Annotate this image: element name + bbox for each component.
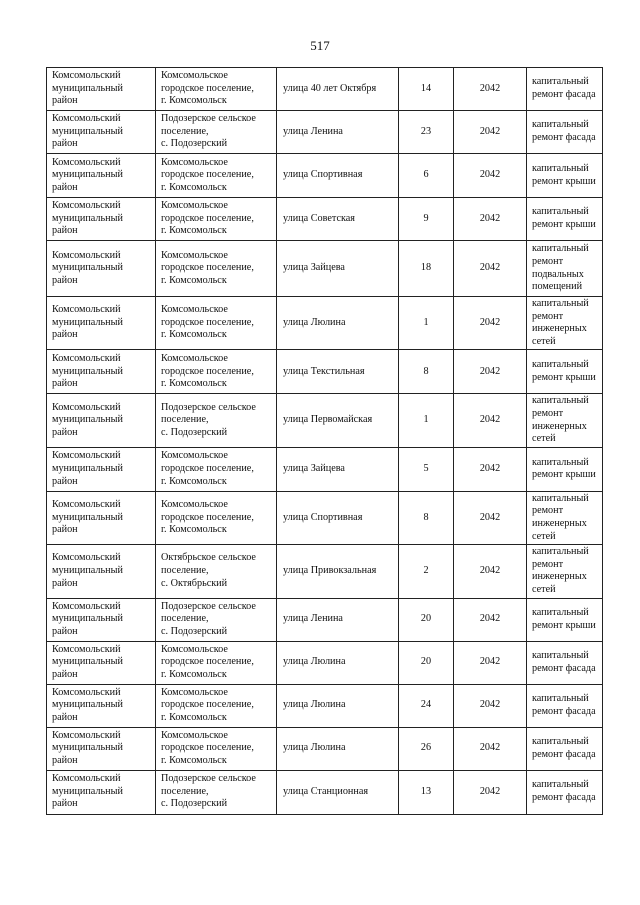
year-cell	[454, 297, 527, 350]
work-type-cell	[527, 297, 603, 350]
street-cell-text: улица Люлина	[283, 656, 346, 668]
table-row	[47, 68, 603, 111]
work-type-cell-text: капитальный ремонт фасада	[532, 779, 596, 803]
settlement-cell-text: Подозерское сельское поселение, с. Подозерский	[161, 401, 256, 438]
street-cell	[277, 770, 399, 814]
table-row	[47, 598, 603, 641]
settlement-cell-text: Подозерское сельское поселение, с. Подозерский	[161, 113, 256, 150]
settlement-cell	[156, 111, 277, 154]
year-cell	[454, 350, 527, 394]
work-type-cell	[527, 545, 603, 598]
settlement-cell-text: Комсомольское городское поселение, г. Комсомольск	[161, 686, 254, 723]
year-cell-text: 2042	[479, 462, 501, 474]
work-type-cell	[527, 598, 603, 641]
street-cell-text: улица Спортивная	[283, 169, 363, 181]
year-cell	[454, 394, 527, 447]
year-cell-text: 2042	[479, 656, 501, 668]
district-cell	[47, 641, 156, 684]
district-cell-text: Комсомольский муниципальный район	[52, 70, 123, 107]
settlement-cell-text: Комсомольское городское поселение, г. Комсомольск	[161, 450, 254, 487]
house-number-cell	[399, 297, 454, 350]
year-cell-text: 2042	[479, 414, 501, 426]
street-cell	[277, 491, 399, 544]
house-number-cell-text: 13	[420, 785, 432, 797]
house-number-cell-text: 1	[423, 414, 429, 426]
settlement-cell-text: Комсомольское городское поселение, г. Комсомольск	[161, 70, 254, 107]
settlement-cell	[156, 684, 277, 727]
table-row	[47, 770, 603, 814]
year-cell	[454, 770, 527, 814]
table-row	[47, 684, 603, 727]
street-cell-text: улица Спортивная	[283, 511, 363, 523]
settlement-cell-text: Подозерское сельское поселение, с. Подозерский	[161, 600, 256, 637]
street-cell-text: улица Люлина	[283, 742, 346, 754]
work-type-cell-text: капитальный ремонт инженерных сетей	[532, 298, 589, 347]
page-number: 517	[310, 38, 330, 53]
street-cell-text: улица Первомайская	[283, 414, 373, 426]
district-cell-text: Комсомольский муниципальный район	[52, 450, 123, 487]
house-number-cell-text: 8	[423, 365, 429, 377]
settlement-cell-text: Комсомольское городское поселение, г. Комсомольск	[161, 499, 254, 536]
work-type-cell	[527, 447, 603, 491]
house-number-cell	[399, 598, 454, 641]
house-number-cell-text: 6	[423, 169, 429, 181]
settlement-cell-text: Комсомольское городское поселение, г. Комсомольск	[161, 643, 254, 680]
settlement-cell-text: Комсомольское городское поселение, г. Комсомольск	[161, 304, 254, 341]
table-row	[47, 545, 603, 598]
settlement-cell	[156, 297, 277, 350]
settlement-cell	[156, 491, 277, 544]
work-type-cell	[527, 350, 603, 394]
table-body	[47, 68, 603, 815]
district-cell	[47, 727, 156, 770]
work-type-cell	[527, 154, 603, 198]
street-cell	[277, 198, 399, 241]
year-cell-text: 2042	[479, 82, 501, 94]
work-type-cell	[527, 111, 603, 154]
year-cell-text: 2042	[479, 316, 501, 328]
house-number-cell-text: 2	[423, 565, 429, 577]
work-type-cell	[527, 727, 603, 770]
district-cell	[47, 545, 156, 598]
house-number-cell-text: 23	[420, 125, 432, 137]
year-cell	[454, 241, 527, 297]
street-cell	[277, 350, 399, 394]
year-cell-text: 2042	[479, 565, 501, 577]
district-cell-text: Комсомольский муниципальный район	[52, 249, 123, 286]
street-cell-text: улица Ленина	[283, 613, 343, 625]
house-number-cell-text: 24	[420, 699, 432, 711]
table-row	[47, 154, 603, 198]
table-row	[47, 447, 603, 491]
year-cell-text: 2042	[479, 125, 501, 137]
district-cell	[47, 684, 156, 727]
street-cell	[277, 684, 399, 727]
district-cell-text: Комсомольский муниципальный район	[52, 773, 123, 810]
table-row	[47, 198, 603, 241]
year-cell	[454, 641, 527, 684]
house-number-cell-text: 20	[420, 656, 432, 668]
house-number-cell-text: 9	[423, 212, 429, 224]
house-number-cell-text: 26	[420, 742, 432, 754]
district-cell	[47, 394, 156, 447]
district-cell-text: Комсомольский муниципальный район	[52, 113, 123, 150]
house-number-cell	[399, 770, 454, 814]
work-type-cell-text: капитальный ремонт фасада	[532, 119, 596, 143]
settlement-cell	[156, 770, 277, 814]
year-cell	[454, 727, 527, 770]
work-type-cell-text: капитальный ремонт фасада	[532, 735, 596, 760]
street-cell	[277, 727, 399, 770]
year-cell-text: 2042	[479, 699, 501, 711]
settlement-cell-text: Комсомольское городское поселение, г. Комсомольск	[161, 729, 254, 766]
district-cell-text: Комсомольский муниципальный район	[52, 401, 123, 438]
street-cell-text: улица Советская	[283, 212, 355, 224]
year-cell	[454, 491, 527, 544]
year-cell-text: 2042	[479, 169, 501, 181]
street-cell	[277, 447, 399, 491]
house-number-cell	[399, 491, 454, 544]
street-cell	[277, 297, 399, 350]
year-cell	[454, 598, 527, 641]
settlement-cell-text: Комсомольское городское поселение, г. Комсомольск	[161, 156, 254, 193]
work-type-cell	[527, 491, 603, 544]
street-cell-text: улица Привокзальная	[283, 565, 377, 577]
house-number-cell-text: 18	[420, 262, 432, 274]
table-row	[47, 394, 603, 447]
house-number-cell	[399, 727, 454, 770]
street-cell	[277, 394, 399, 447]
house-number-cell	[399, 68, 454, 111]
work-type-cell	[527, 641, 603, 684]
table-row	[47, 111, 603, 154]
year-cell	[454, 154, 527, 198]
settlement-cell	[156, 394, 277, 447]
repair-schedule-table	[46, 67, 603, 815]
table-row	[47, 350, 603, 394]
district-cell-text: Комсомольский муниципальный район	[52, 729, 123, 766]
settlement-cell	[156, 727, 277, 770]
house-number-cell	[399, 154, 454, 198]
house-number-cell	[399, 241, 454, 297]
work-type-cell	[527, 198, 603, 241]
district-cell	[47, 447, 156, 491]
district-cell-text: Комсомольский муниципальный район	[52, 200, 123, 237]
settlement-cell	[156, 154, 277, 198]
house-number-cell-text: 1	[423, 316, 429, 328]
district-cell	[47, 68, 156, 111]
work-type-cell	[527, 770, 603, 814]
house-number-cell	[399, 394, 454, 447]
work-type-cell-text: капитальный ремонт инженерных сетей	[532, 546, 589, 595]
settlement-cell-text: Октябрьское сельское поселение, с. Октябрьский	[161, 552, 256, 589]
work-type-cell	[527, 68, 603, 111]
work-type-cell-text: капитальный ремонт фасада	[532, 649, 596, 674]
district-cell	[47, 491, 156, 544]
year-cell	[454, 68, 527, 111]
settlement-cell-text: Подозерское сельское поселение, с. Подозерский	[161, 773, 256, 810]
work-type-cell-text: капитальный ремонт крыши	[532, 162, 596, 187]
settlement-cell-text: Комсомольское городское поселение, г. Комсомольск	[161, 352, 254, 390]
district-cell	[47, 154, 156, 198]
work-type-cell-text: капитальный ремонт подвальных помещений	[532, 243, 589, 293]
settlement-cell	[156, 198, 277, 241]
house-number-cell	[399, 447, 454, 491]
district-cell	[47, 297, 156, 350]
year-cell	[454, 684, 527, 727]
street-cell	[277, 241, 399, 297]
street-cell	[277, 68, 399, 111]
street-cell	[277, 598, 399, 641]
year-cell	[454, 545, 527, 598]
district-cell-text: Комсомольский муниципальный район	[52, 304, 123, 341]
district-cell-text: Комсомольский муниципальный район	[52, 552, 123, 589]
street-cell-text: улица Станционная	[283, 785, 369, 797]
work-type-cell	[527, 684, 603, 727]
street-cell	[277, 111, 399, 154]
settlement-cell	[156, 68, 277, 111]
house-number-cell-text: 20	[420, 613, 432, 625]
district-cell	[47, 198, 156, 241]
settlement-cell	[156, 598, 277, 641]
house-number-cell	[399, 545, 454, 598]
street-cell-text: улица Люлина	[283, 316, 346, 328]
table-row	[47, 641, 603, 684]
house-number-cell-text: 5	[423, 462, 429, 474]
street-cell	[277, 154, 399, 198]
year-cell	[454, 198, 527, 241]
settlement-cell-text: Комсомольское городское поселение, г. Комсомольск	[161, 249, 254, 286]
street-cell	[277, 641, 399, 684]
house-number-cell	[399, 111, 454, 154]
street-cell-text: улица Текстильная	[283, 365, 365, 377]
table-row	[47, 297, 603, 350]
work-type-cell	[527, 394, 603, 447]
street-cell-text: улица Зайцева	[283, 262, 345, 274]
house-number-cell-text: 8	[423, 511, 429, 523]
year-cell-text: 2042	[479, 613, 501, 625]
settlement-cell	[156, 641, 277, 684]
street-cell-text: улица 40 лет Октября	[283, 82, 377, 94]
year-cell	[454, 111, 527, 154]
street-cell-text: улица Зайцева	[283, 462, 345, 474]
year-cell-text: 2042	[479, 262, 501, 274]
settlement-cell	[156, 447, 277, 491]
settlement-cell-text: Комсомольское городское поселение, г. Комсомольск	[161, 200, 254, 237]
district-cell-text: Комсомольский муниципальный район	[52, 499, 123, 536]
district-cell	[47, 111, 156, 154]
year-cell-text: 2042	[479, 365, 501, 377]
district-cell-text: Комсомольский муниципальный район	[52, 156, 123, 193]
work-type-cell-text: капитальный ремонт инженерных сетей	[532, 395, 589, 445]
work-type-cell-text: капитальный ремонт крыши	[532, 206, 596, 230]
house-number-cell	[399, 350, 454, 394]
district-cell	[47, 598, 156, 641]
work-type-cell-text: капитальный ремонт крыши	[532, 606, 596, 631]
street-cell-text: улица Люлина	[283, 699, 346, 711]
year-cell-text: 2042	[479, 212, 501, 224]
street-cell	[277, 545, 399, 598]
year-cell-text: 2042	[479, 742, 501, 754]
settlement-cell	[156, 545, 277, 598]
work-type-cell-text: капитальный ремонт инженерных сетей	[532, 492, 589, 542]
street-cell-text: улица Ленина	[283, 125, 343, 137]
work-type-cell	[527, 241, 603, 297]
work-type-cell-text: капитальный ремонт крыши	[532, 456, 596, 481]
district-cell	[47, 241, 156, 297]
district-cell	[47, 770, 156, 814]
district-cell-text: Комсомольский муниципальный район	[52, 643, 123, 680]
house-number-cell	[399, 684, 454, 727]
work-type-cell-text: капитальный ремонт фасада	[532, 692, 596, 717]
house-number-cell	[399, 198, 454, 241]
year-cell	[454, 447, 527, 491]
work-type-cell-text: капитальный ремонт фасада	[532, 76, 596, 100]
house-number-cell-text: 14	[420, 82, 432, 94]
settlement-cell	[156, 241, 277, 297]
district-cell-text: Комсомольский муниципальный район	[52, 686, 123, 723]
year-cell-text: 2042	[479, 511, 501, 523]
work-type-cell-text: капитальный ремонт крыши	[532, 359, 596, 383]
district-cell-text: Комсомольский муниципальный район	[52, 600, 123, 637]
table-row	[47, 727, 603, 770]
district-cell-text: Комсомольский муниципальный район	[52, 352, 123, 390]
table-row	[47, 491, 603, 544]
district-cell	[47, 350, 156, 394]
year-cell-text: 2042	[479, 785, 501, 797]
table-row	[47, 241, 603, 297]
settlement-cell	[156, 350, 277, 394]
house-number-cell	[399, 641, 454, 684]
